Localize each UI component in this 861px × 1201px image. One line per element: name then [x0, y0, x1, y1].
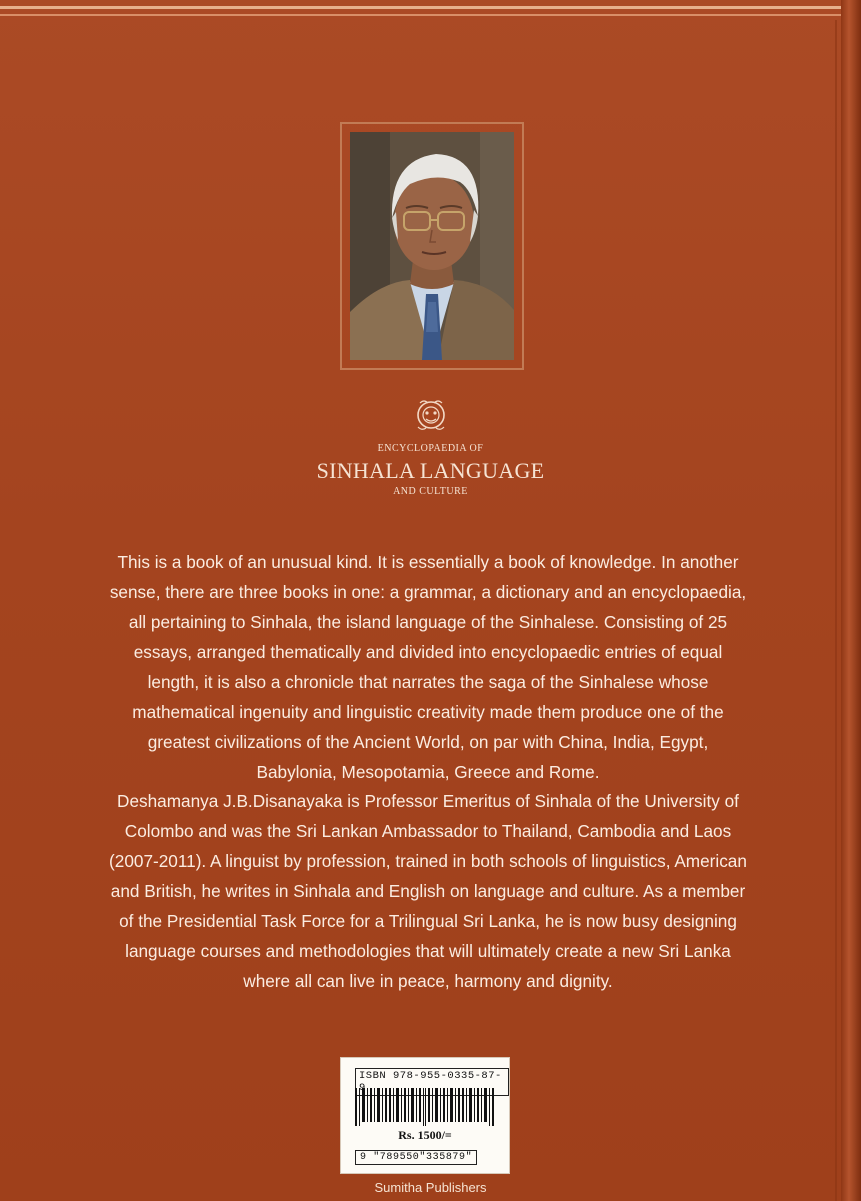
- barcode-graphic: [355, 1088, 495, 1126]
- publisher-name: Sumitha Publishers: [374, 1180, 487, 1195]
- spine-fold-line: [835, 20, 837, 1201]
- series-title: SINHALA LANGUAGE: [316, 458, 545, 483]
- series-line-bottom: AND CULTURE: [393, 486, 468, 497]
- series-line-top: ENCYCLOPAEDIA OF: [377, 443, 484, 454]
- author-photo: [350, 132, 514, 360]
- book-description-paragraph: This is a book of an unusual kind. It is essentially a book of knowledge. In another sense, there are three books in one: a grammar, a dictionary and an encyclopaedia, all pertaining to Sinhala, the island language of the Sinhalese. Consisting of 25 essays, arranged thematically and divided into encyclopaedic entries of equal length, it is also a chronicle that narrates the saga of the Sinhalese whose mathematical ingenuity and linguistic creativity made them produce one of the greatest civilizations of the Ancient World, on par with China, India, Egypt, Babylonia, Mesopotamia, Greece and Rome.: [109, 552, 747, 782]
- price-label: Rs. 1500/=: [398, 1128, 452, 1142]
- isbn-number: ISBN 978-955-0335-87-: [355, 1068, 509, 1096]
- top-decorative-rule-thin: [0, 14, 861, 16]
- top-decorative-rule: [0, 6, 861, 9]
- author-bio-paragraph: Deshamanya J.B.Disanayaka is Professor Emeritus of Sinhala of the University of Colombo and was the Sri Lankan Ambassador to Thailand, Cambodia and Laos (2007-2011). A linguist by profession, trained in both schools of linguistics, American and British, he writes in Sinhala and English on language and culture. As a member of the Presidential Task Force for a Trilingual Sri Lanka, he is now busy designing language courses and methodologies that will ultimately create a new Sri Lanka where all can live in peace, harmony and dignity.: [109, 791, 747, 991]
- barcode-digits: 9 "789550"335879": [355, 1150, 477, 1165]
- spine-edge: [841, 0, 861, 1201]
- author-photo-frame: [340, 122, 524, 370]
- lion-mask-emblem-icon: [414, 397, 448, 433]
- author-portrait-illustration: [350, 132, 514, 360]
- isbn-barcode-label: [340, 1057, 510, 1174]
